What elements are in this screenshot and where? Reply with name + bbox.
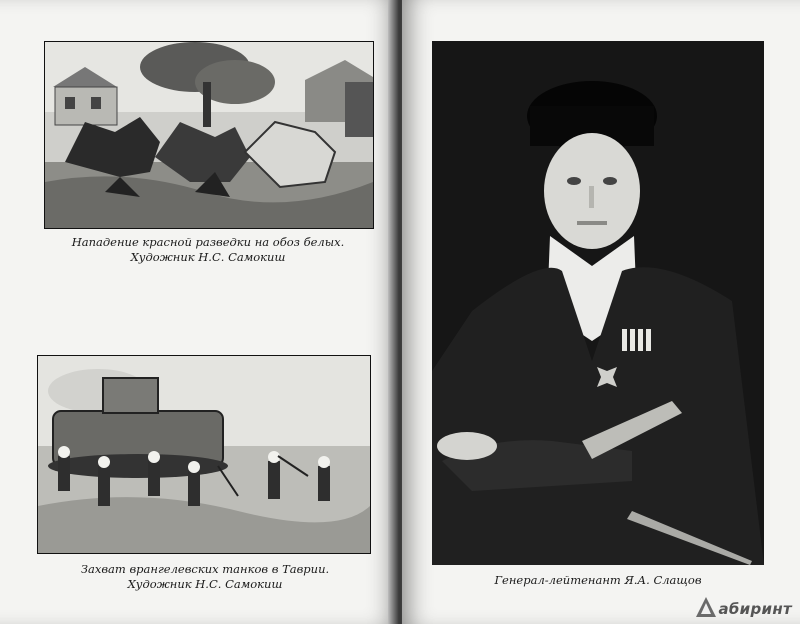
portrait-drawing	[432, 41, 764, 565]
portrait-photo	[432, 41, 764, 565]
caption-artist: Художник Н.С. Самокиш	[127, 577, 283, 591]
labirint-logo-icon	[695, 596, 717, 618]
raid-drawing	[45, 42, 373, 228]
caption-title: Захват врангелевских танков в Таврии.	[80, 562, 330, 576]
labirint-logo	[695, 596, 792, 618]
caption-illustration-top	[40, 235, 376, 265]
caption-portrait	[432, 573, 764, 588]
right-page	[402, 0, 800, 624]
labirint-logo-text: абиринт	[718, 600, 792, 618]
portrait-caption-text: Генерал-лейтенант Я.А. Слащов	[494, 573, 702, 587]
caption-title: Нападение красной разведки на обоз белых.	[71, 235, 345, 249]
tank-drawing	[38, 356, 370, 553]
illustration-tank-capture	[37, 355, 371, 554]
caption-illustration-bottom	[37, 562, 373, 592]
left-page	[0, 0, 398, 624]
caption-artist: Художник Н.С. Самокиш	[130, 250, 286, 264]
illustration-supply-train-raid	[44, 41, 374, 229]
